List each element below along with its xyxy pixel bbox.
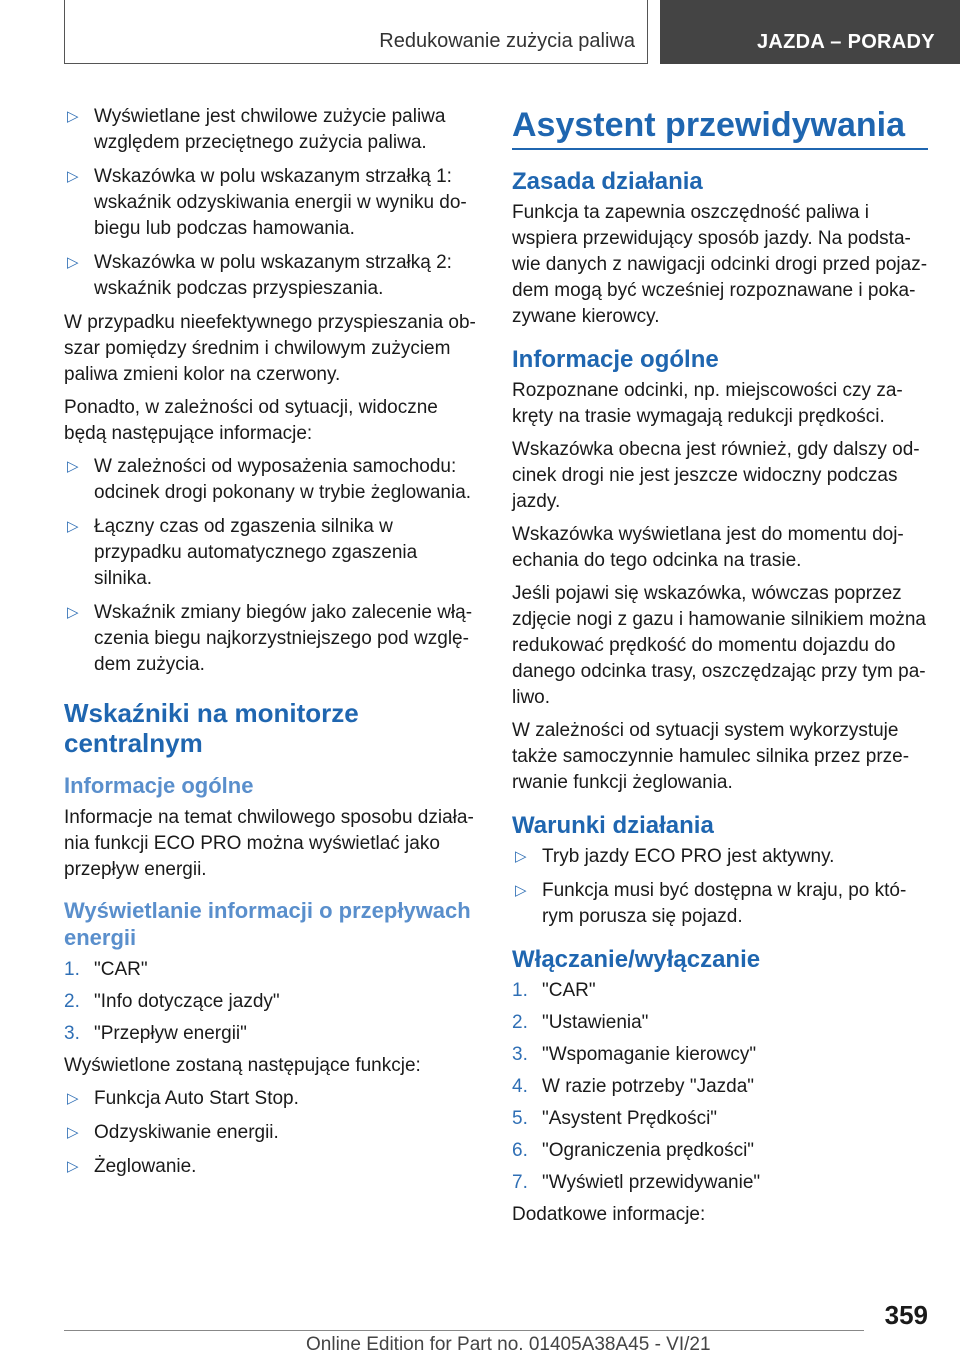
list-item: ▷ Żeglowanie. [64, 1154, 478, 1180]
section-heading: Informacje ogólne [512, 346, 719, 373]
numbered-step: 5. "Asystent Prędkości" [512, 1108, 718, 1129]
paragraph: Wskazówka wyświetlana jest do momentu doj‐echania do tego odcinka na trasie. [512, 524, 904, 571]
numbered-step: 2. "Info dotyczące jazdy" [64, 991, 280, 1012]
section-heading: Włączanie/wyłączanie [512, 946, 761, 973]
chapter-tab [660, 0, 960, 64]
right-column [512, 104, 928, 1235]
numbered-step: 3. "Przepływ energii" [64, 1023, 247, 1044]
list-item: ▷ Wskazówka w polu wskazanym strzałką 2: wskaźnik podczas przyspieszania. [67, 252, 452, 299]
triangle-bullet-icon: ▷ [67, 458, 79, 475]
triangle-bullet-icon: ▷ [67, 604, 79, 621]
section-heading: Zasada działania [512, 168, 703, 195]
list-item: ▷ Tryb jazdy ECO PRO jest aktywny. [512, 844, 928, 870]
triangle-bullet-icon: ▷ [67, 254, 79, 271]
triangle-bullet-icon: ▷ [67, 1158, 79, 1175]
running-header [64, 0, 648, 64]
numbered-step: 3. "Wspomaganie kierowcy" [512, 1044, 757, 1065]
paragraph: W przypadku nieefektywnego przyspieszania ob‐szar pomiędzy średnim i chwilowym zużyciem paliwa zmieni kolor na czerwony. [64, 312, 476, 385]
list-item: ▷ Wskazówka w polu wskazanym strzałką 1: wskaźnik odzyskiwania energii w wyniku do‐biegu lub podczas hamowania. [67, 166, 467, 239]
paragraph: Rozpoznane odcinki, np. miejscowości czy za‐kręty na trasie wymagają redukcji prędkości. [512, 380, 903, 427]
section-heading: Warunki działania [512, 812, 714, 839]
triangle-bullet-icon: ▷ [515, 848, 527, 865]
numbered-step: 1. "CAR" [64, 959, 148, 980]
list-item: ▷ Odzyskiwanie energii. [64, 1120, 478, 1146]
numbered-step: 7. "Wyświetl przewidywanie" [512, 1172, 761, 1193]
list-item: ▷ Wskaźnik zmiany biegów jako zalecenie włą‐czenia biegu najkorzystniejszego pod wzglę‐dem zużycia. [67, 602, 473, 675]
triangle-bullet-icon: ▷ [67, 1124, 79, 1141]
paragraph: Ponadto, w zależności od sytuacji, widoczne będą następujące informacje: [64, 397, 438, 444]
numbered-step: 1. "CAR" [512, 980, 596, 1001]
paragraph: Jeśli pojawi się wskazówka, wówczas poprzez zdjęcie nogi z gazu i hamowanie silnikiem można redukować prędkość do momentu dojazdu do danego odcinka trasy, oszczędzając przy tym pa‐liwo. [512, 583, 926, 708]
section-title: Redukowanie zużycia paliwa [379, 30, 635, 52]
numbered-step: 4. W razie potrzeby "Jazda" [512, 1076, 755, 1097]
subsection-heading: Informacje ogólne [64, 773, 254, 798]
edition-footer: Online Edition for Part no. 01405A38A45 - VI/21 [306, 1334, 711, 1355]
paragraph: Funkcja ta zapewnia oszczędność paliwa i wspiera przewidujący sposób jazdy. Na podsta‐wie danych z nawigacji odcinki drogi przed pojaz‐dem mogą być wcześniej rozpoznawane i poka‐zywane kierowcy. [512, 202, 928, 327]
paragraph: Wskazówka obecna jest również, gdy dalszy od‐cinek drogi nie jest jeszcze widoczny podczas jazdy. [512, 439, 920, 512]
triangle-bullet-icon: ▷ [67, 168, 79, 185]
list-item: ▷ Funkcja Auto Start Stop. [64, 1086, 478, 1112]
list-item: ▷ Funkcja musi być dostępna w kraju, po któ‐rym porusza się pojazd. [515, 880, 907, 927]
numbered-step: 2. "Ustawienia" [512, 1012, 649, 1033]
subsection-heading: Wyświetlanie informacji o przepływach energii [64, 898, 471, 950]
list-item: ▷ Łączny czas od zgaszenia silnika w przypadku automatycznego zgaszenia silnika. [67, 516, 418, 589]
left-column [64, 104, 478, 1188]
chapter-tab-label: JAZDA – PORADY [757, 31, 935, 53]
page-number: 359 [884, 1300, 928, 1330]
triangle-bullet-icon: ▷ [67, 1090, 79, 1107]
triangle-bullet-icon: ▷ [67, 108, 79, 125]
page-title: Asystent przewidywania [512, 104, 928, 150]
numbered-step: 6. "Ograniczenia prędkości" [512, 1140, 755, 1161]
section-heading: Wskaźniki na monitorze centralnym [64, 698, 359, 758]
paragraph: Informacje na temat chwilowego sposobu działa‐nia funkcji ECO PRO można wyświetlać jako przepływ energii. [64, 807, 474, 880]
paragraph: W zależności od sytuacji system wykorzystuje także samoczynnie hamulec silnika przez prze‐rwanie funkcji żeglowania. [512, 720, 910, 793]
footer-divider [64, 1330, 864, 1331]
triangle-bullet-icon: ▷ [67, 518, 79, 535]
triangle-bullet-icon: ▷ [515, 882, 527, 899]
paragraph: Dodatkowe informacje: [512, 1204, 706, 1225]
list-item: ▷ Wyświetlane jest chwilowe zużycie paliwa względem przeciętnego zużycia paliwa. [67, 106, 446, 153]
list-item: ▷ W zależności od wyposażenia samochodu: odcinek drogi pokonany w trybie żeglowania. [67, 456, 472, 503]
paragraph: Wyświetlone zostaną następujące funkcje: [64, 1055, 421, 1076]
